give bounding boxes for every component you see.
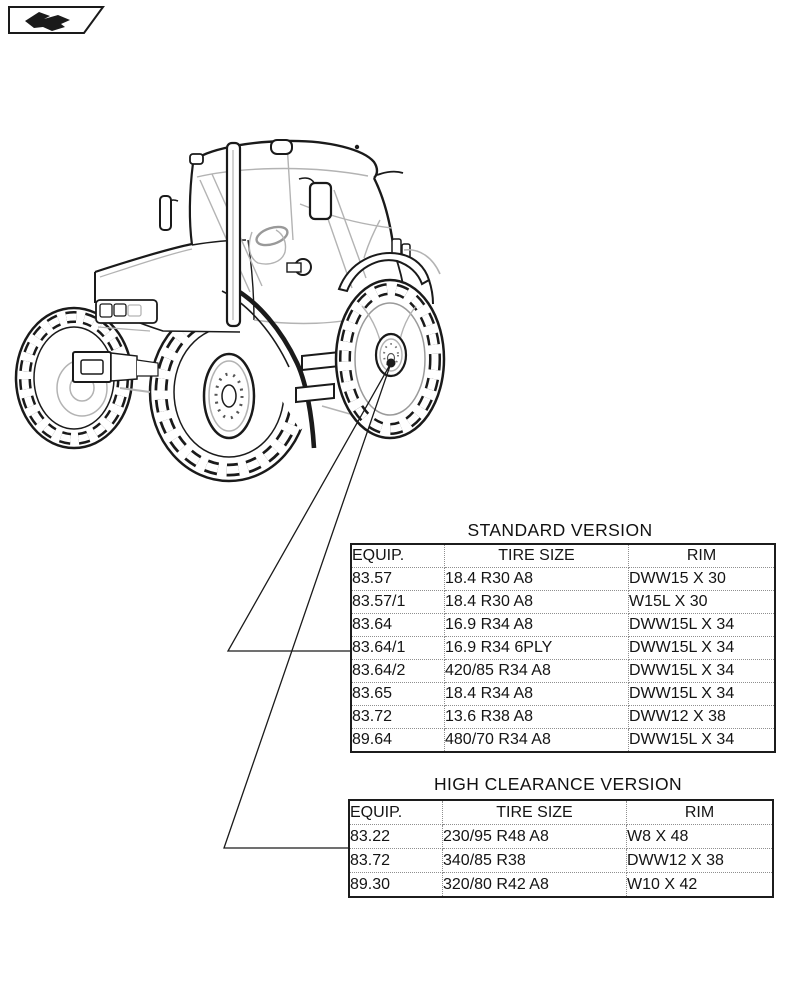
rim-cell: DWW15L X 34 — [629, 614, 776, 637]
standard-version-title: STANDARD VERSION — [467, 520, 653, 540]
equip-header: EQUIP. — [351, 544, 445, 568]
rim-cell: DWW12 X 38 — [629, 706, 776, 729]
table-header-row — [349, 800, 773, 825]
rim-cell: DWW15 X 30 — [629, 568, 776, 591]
equip-cell: 83.64 — [351, 614, 445, 637]
rim-cell: W15L X 30 — [629, 591, 776, 614]
high-clearance-version-title: HIGH CLEARANCE VERSION — [433, 774, 682, 794]
tire-size-cell: 16.9 R34 A8 — [445, 614, 629, 637]
tire-size-cell: 420/85 R34 A8 — [445, 660, 629, 683]
equip-cell: 83.57 — [351, 568, 445, 591]
equip-cell: 89.64 — [351, 729, 445, 753]
tire-size-cell: 18.4 R30 A8 — [445, 591, 629, 614]
equip-cell: 83.64/2 — [351, 660, 445, 683]
rim-cell: W8 X 48 — [627, 825, 774, 849]
tire-size-cell: 340/85 R38 — [443, 849, 627, 873]
table-row — [351, 568, 775, 591]
rim-header: RIM — [627, 800, 774, 825]
rim-header: RIM — [629, 544, 776, 568]
equip-cell: 89.30 — [349, 873, 443, 898]
equip-cell: 83.72 — [351, 706, 445, 729]
table-row — [351, 614, 775, 637]
table-row — [351, 706, 775, 729]
tire-size-cell: 480/70 R34 A8 — [445, 729, 629, 753]
rim-cell: DWW15L X 34 — [629, 660, 776, 683]
rim-cell: DWW15L X 34 — [629, 683, 776, 706]
tire-size-cell: 230/95 R48 A8 — [443, 825, 627, 849]
rim-cell: DWW15L X 34 — [629, 729, 776, 753]
table-row — [349, 849, 773, 873]
tire-size-header: TIRE SIZE — [443, 800, 627, 825]
antenna — [377, 172, 403, 175]
equip-cell: 83.72 — [349, 849, 443, 873]
table-row — [351, 591, 775, 614]
table-row — [351, 637, 775, 660]
tire-size-cell: 13.6 R38 A8 — [445, 706, 629, 729]
rim-cell: DWW15L X 34 — [629, 637, 776, 660]
standard-version-table — [350, 543, 776, 753]
rim-cell: DWW12 X 38 — [627, 849, 774, 873]
equip-header: EQUIP. — [349, 800, 443, 825]
table-row — [351, 729, 775, 753]
roof-marker-light — [190, 154, 203, 164]
high-clearance-version-table — [348, 799, 774, 898]
exhaust-stack — [227, 143, 240, 326]
equip-cell: 83.57/1 — [351, 591, 445, 614]
equip-cell: 83.64/1 — [351, 637, 445, 660]
rim-cell: W10 X 42 — [627, 873, 774, 898]
right-mirror — [310, 183, 331, 219]
tire-size-header: TIRE SIZE — [445, 544, 629, 568]
table-row — [349, 825, 773, 849]
table-row — [349, 873, 773, 898]
equip-cell: 83.65 — [351, 683, 445, 706]
tire-size-cell: 18.4 R30 A8 — [445, 568, 629, 591]
table-row — [351, 683, 775, 706]
left-mirror — [160, 196, 171, 230]
tire-size-cell: 320/80 R42 A8 — [443, 873, 627, 898]
tire-size-cell: 16.9 R34 6PLY — [445, 637, 629, 660]
table-row — [351, 660, 775, 683]
equip-cell: 83.22 — [349, 825, 443, 849]
beacon-light — [271, 140, 292, 154]
table-header-row — [351, 544, 775, 568]
tire-size-cell: 18.4 R34 A8 — [445, 683, 629, 706]
